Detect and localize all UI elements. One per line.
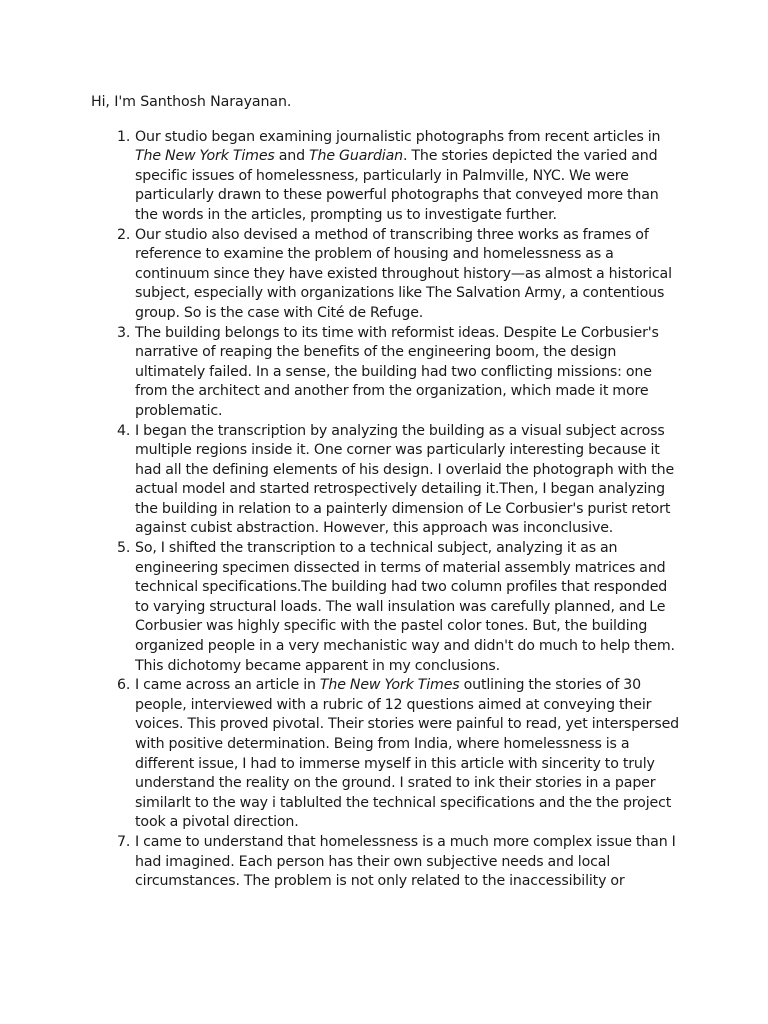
list-item [91,676,681,833]
numbered-list [91,128,681,892]
text-run: I came to understand that homelessness is a much more complex issue than I had imagined. Each person has their own subjective needs and local circumstances. The problem is not only related to the inaccessibility or [135,833,676,890]
list-item-number: 2. [117,226,131,243]
list-item-number: 5. [117,540,131,557]
list-item [91,324,681,422]
list-item-number: 1. [117,128,131,145]
publication-title: The New York Times [319,677,460,694]
text-run: So, I shifted the transcription to a technical subject, analyzing it as an engineering specimen dissected in terms of material assembly matrices and technical specifications.The building had two column profiles that responded to varying structural loads. The wall insulation was carefully planned, and Le Corbusier was highly specific with the pastel color tones. But, the building organized people in a very mechanistic way and didn't do much to help them. This dichotomy became apparent in my conclusions. [135,540,675,674]
text-run: . The stories depicted the varied and specific issues of homelessness, particularly in Palmville, NYC. We were particularly drawn to these powerful photographs that conveyed more than the words in the articles, prompting us to investigate further. [135,148,659,223]
list-item [91,422,681,540]
document-page [91,93,681,892]
list-item-number: 7. [117,833,131,850]
list-item-number: 3. [117,324,131,341]
text-run: and [274,148,310,165]
text-run: Our studio began examining journalistic photographs from recent articles in [135,128,661,145]
list-item [91,226,681,324]
list-item-number: 6. [117,677,131,694]
text-run: Our studio also devised a method of transcribing three works as frames of reference to examine the problem of housing and homelessness as a continuum since they have existed throughout history—as almost a historical subject, especially with organizations like The Salvation Army, a contentious group. So is the case with Cité de Refuge. [135,226,672,321]
publication-title: The Guardian [309,148,403,165]
text-run: The building belongs to its time with reformist ideas. Despite Le Corbusier's narrative of reaping the benefits of the engineering boom, the design ultimately failed. In a sense, the building had two conflicting missions: one from the architect and another from the organization, which made it more problematic. [135,324,659,419]
text-run: I began the transcription by analyzing the building as a visual subject across multiple regions inside it. One corner was particularly interesting because it had all the defining elements of his design. I overlaid the photograph with the actual model and started retrospectively detailing it.Then, I began analyzing the building in relation to a painterly dimension of Le Corbusier's purist retort against cubist abstraction. However, this approach was inconclusive. [135,422,675,537]
publication-title: The New York Times [135,148,275,165]
greeting: Hi, I'm Santhosh Narayanan. [91,94,292,110]
text-run: outlining the stories of 30 people, interviewed with a rubric of 12 questions aimed at conveying their voices. This proved pivotal. Their stories were painful to read, yet interspersed with positive determination. Being from India, where homelessness is a different issue, I had to immerse myself in this article with sincerity to truly understand the reality on the ground. I srated to ink their stories in a paper similarlt to the way i tablulted the technical specifications and the the project took a pivotal direction. [135,677,680,831]
list-item-number: 4. [117,422,131,439]
list-item [91,539,681,676]
text-run: I came across an article in [135,677,320,694]
list-item [91,128,681,226]
list-item [91,833,681,892]
